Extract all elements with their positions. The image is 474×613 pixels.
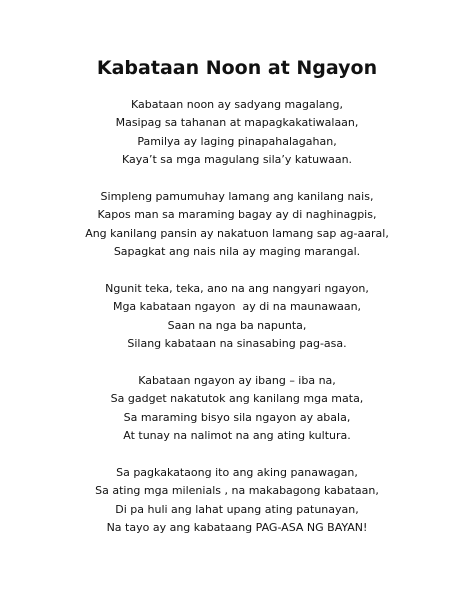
- poem-line: Sa maraming bisyo sila ngayon ay abala,: [123, 410, 351, 424]
- stanza-5: [0, 464, 474, 538]
- poem-line: Sapagkat ang nais nila ay maging marangal.: [113, 245, 361, 259]
- poem-line: Kaya’t sa mga magulang sila’y katuwaan.: [121, 153, 353, 167]
- poem-line: Simpleng pamumuhay lamang ang kanilang nais,: [100, 190, 374, 204]
- poem-line: Sa pagkakataong ito ang aking panawagan,: [116, 466, 358, 480]
- poem-line: Pamilya ay laging pinapahalagahan,: [137, 134, 337, 148]
- poem-line: Sa gadget nakatutok ang kanilang mga mata,: [110, 392, 364, 406]
- poem-line: Silang kabataan na sinasabing pag-asa.: [127, 337, 347, 351]
- poem-line: Ngunit teka, teka, ano na ang nangyari ngayon,: [105, 282, 369, 296]
- stanza-3: [0, 280, 474, 354]
- poem-title: Kabataan Noon at Ngayon: [96, 57, 378, 79]
- poem-line: Kabataan noon ay sadyang magalang,: [131, 98, 343, 111]
- stanza-2: [0, 188, 474, 262]
- poem-line: Sa ating mga milenials , na makabagong kabataan,: [95, 484, 379, 498]
- poem-line: Di pa huli ang lahat upang ating patunayan,: [115, 502, 359, 516]
- poem-line: Saan na nga ba napunta,: [167, 318, 307, 332]
- poem-line: Kabataan ngayon ay ibang – iba na,: [138, 374, 336, 388]
- poem-line: Masipag sa tahanan at mapagkakatiwalaan,: [115, 116, 359, 130]
- poem-line: Ang kanilang pansin ay nakatuon lamang sap ag-aaral,: [85, 226, 389, 240]
- poem-body: [0, 96, 474, 556]
- stanza-4: [0, 372, 474, 446]
- poem-line: Mga kabataan ngayon ay di na maunawaan,: [112, 300, 362, 314]
- poem-line: Na tayo ay ang kabataang PAG-ASA NG BAYAN!: [106, 521, 368, 535]
- poem-line: At tunay na nalimot na ang ating kultura.: [123, 429, 351, 443]
- stanza-1: [0, 96, 474, 170]
- poem-line: Kapos man sa maraming bagay ay di naghinagpis,: [97, 208, 377, 222]
